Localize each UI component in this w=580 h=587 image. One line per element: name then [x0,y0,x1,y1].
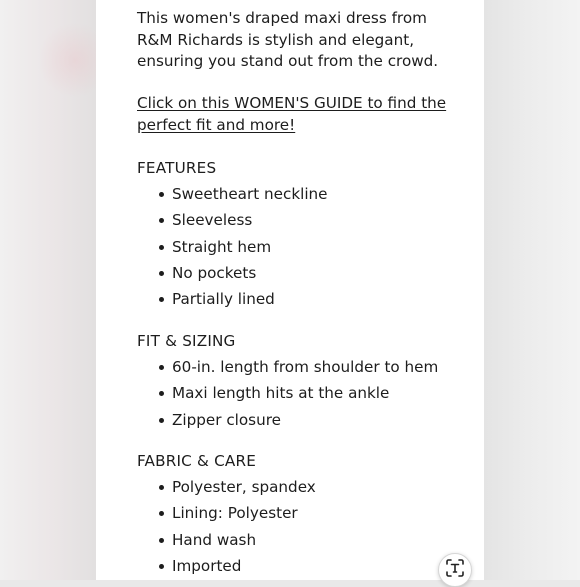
background-right [484,0,580,580]
fit-sizing-list [137,357,438,436]
list-item: Zipper closure [137,410,438,436]
list-item: Sleeveless [137,210,328,236]
list-item: Hand wash [137,530,316,556]
list-item: Sweetheart neckline [137,184,328,210]
list-item: Straight hem [137,237,328,263]
list-item: 60-in. length from shoulder to hem [137,357,438,383]
background-left [0,0,96,580]
list-item: Maxi length hits at the ankle [137,383,438,409]
features-list [137,184,328,315]
list-item: Partially lined [137,289,328,315]
product-description-panel [96,0,484,580]
fabric-care-list [137,477,316,580]
womens-guide-link[interactable]: Click on this WOMEN'S GUIDE to find the perfect fit and more! [137,94,447,134]
description-intro: This women's draped maxi dress from R&M Richards is stylish and elegant, ensuring you stand out from the crowd. [137,9,439,70]
fit-sizing-heading: FIT & SIZING [137,332,236,350]
fabric-care-heading: FABRIC & CARE [137,452,257,470]
text-scan-icon [446,559,464,581]
list-item: Lining: Polyester [137,503,316,529]
features-heading: FEATURES [137,159,217,177]
list-item: Polyester, spandex [137,477,316,503]
list-item: Imported [137,556,316,580]
list-item: No pockets [137,263,328,289]
text-scan-button[interactable] [438,553,472,587]
